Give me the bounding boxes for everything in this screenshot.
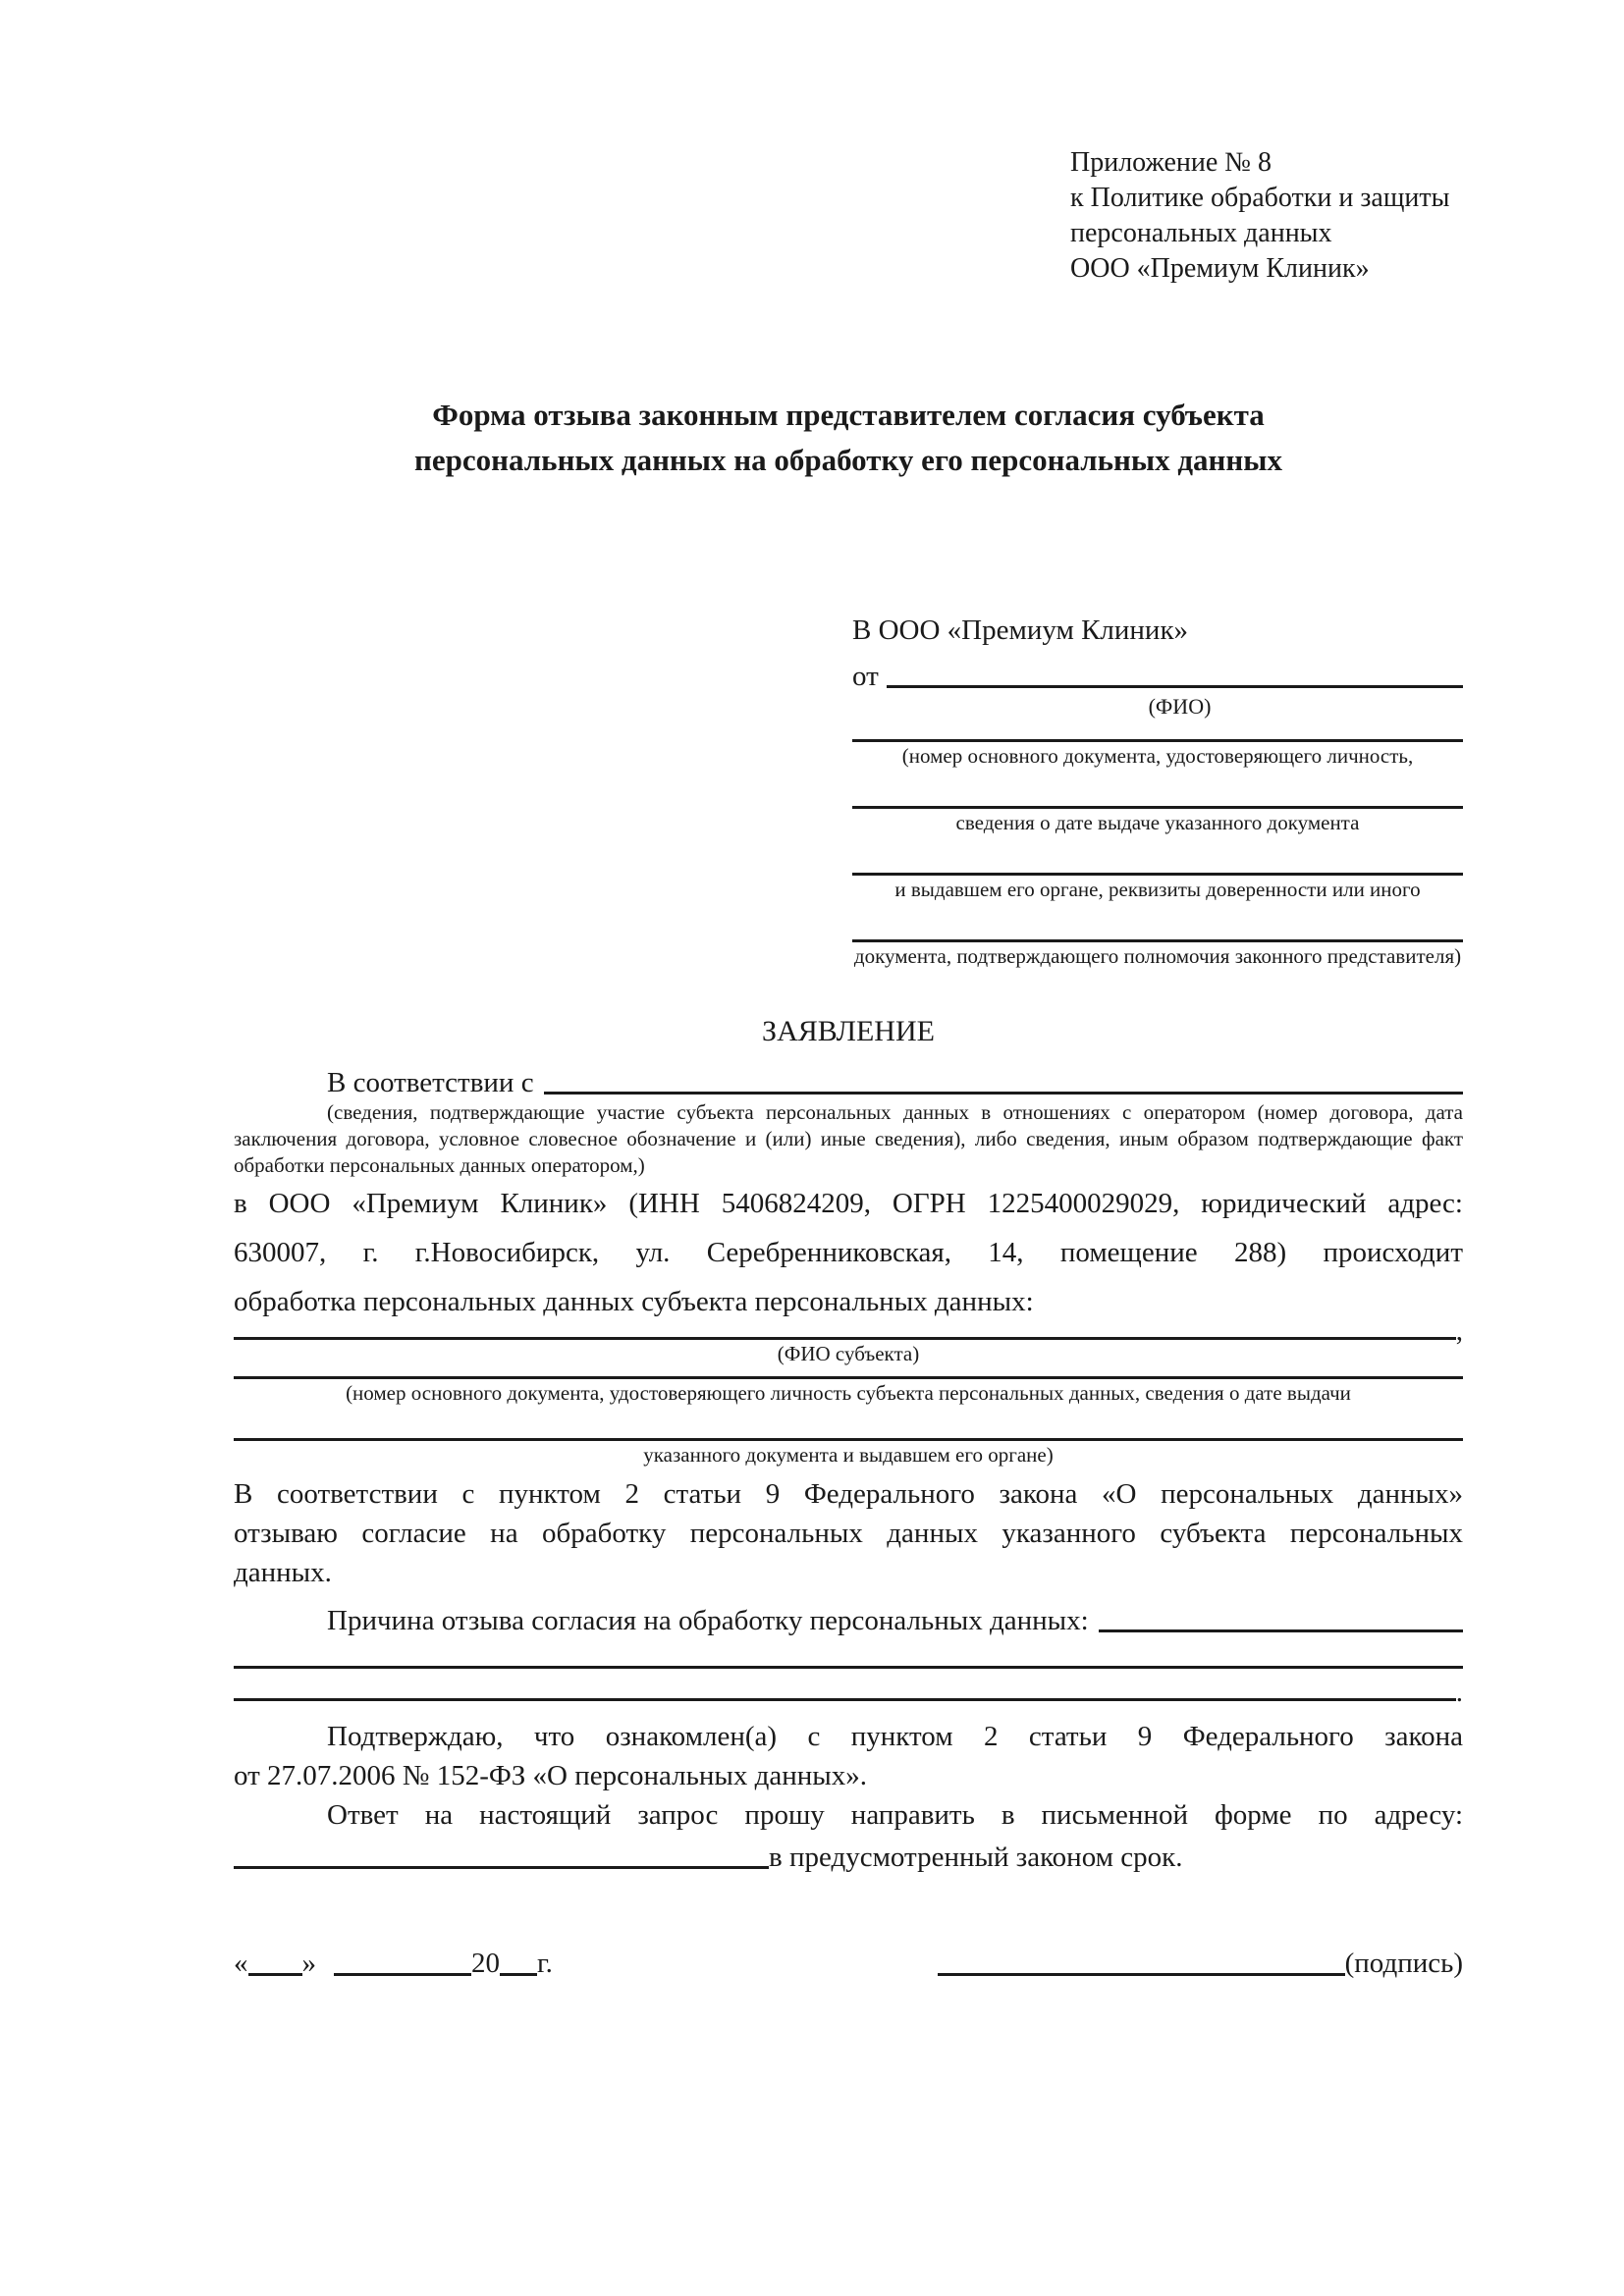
confirm-line: от 27.07.2006 № 152-ФЗ «О персональных данных». xyxy=(234,1760,868,1791)
signature-blank-line xyxy=(938,1960,1345,1976)
representative-doc-blank-line xyxy=(852,836,1463,876)
accordance-label: В соответствии с xyxy=(327,1067,534,1098)
withdrawal-line: В соответствии с пунктом 2 статьи 9 Федерального закона «О персональных данных» xyxy=(234,1478,1463,1510)
reason-continuation-line xyxy=(234,1637,1463,1669)
accordance-row xyxy=(234,1060,1463,1099)
title-line: персональных данных на обработку его персональных данных xyxy=(414,443,1282,477)
addressee-organization: В ООО «Премиум Клиник» xyxy=(852,614,1189,646)
note-line: (сведения, подтверждающие участие субъекта персональных данных в отношениях с оператором (номер договора, дата xyxy=(327,1100,1463,1124)
operator-line: в ООО «Премиум Клиник» (ИНН 5406824209, ОГРН 1225400029029, юридический адрес: xyxy=(234,1188,1463,1219)
appendix-block xyxy=(1070,145,1463,287)
response-address-line: Ответ на настоящий запрос прошу направить в письменной форме по адресу: xyxy=(327,1799,1463,1831)
withdrawal-line: данных. xyxy=(234,1557,332,1588)
confirm-paragraph xyxy=(234,1717,1463,1795)
reason-continuation-line xyxy=(234,1669,1456,1701)
date-year-suffix: г. xyxy=(537,1948,553,1979)
representative-doc-caption: (номер основного документа, удостоверяющего личность, xyxy=(901,744,1414,768)
subject-fio-row xyxy=(234,1315,1463,1347)
appendix-line: ООО «Премиум Клиник» xyxy=(1070,253,1370,284)
reason-period: . xyxy=(1455,1677,1463,1708)
from-blank-line xyxy=(887,685,1463,688)
appendix-line: к Политике обработки и защиты xyxy=(1070,183,1450,213)
date-year-blank-line xyxy=(500,1960,537,1976)
subject-doc-caption: указанного документа и выдавшем его органе) xyxy=(643,1443,1054,1467)
address-blank-line xyxy=(234,1866,769,1869)
date-open-quote: « xyxy=(234,1948,248,1979)
representative-doc-blank-line xyxy=(852,770,1463,809)
from-row xyxy=(852,650,1463,693)
reason-blank-line xyxy=(1099,1629,1463,1632)
appendix-line: персональных данных xyxy=(1070,218,1332,248)
date-field xyxy=(234,1943,553,1984)
subject-doc-blank-line xyxy=(234,1367,1463,1379)
statement-heading: ЗАЯВЛЕНИЕ xyxy=(762,1015,935,1047)
representative-doc-caption: сведения о дате выдаче указанного документа xyxy=(955,811,1360,834)
note-line: заключения договора, условное словесное обозначение и (или) иные сведения), либо сведения, иным образом подтверждающие факт xyxy=(234,1127,1463,1150)
operator-paragraph xyxy=(234,1179,1463,1326)
representative-doc-caption: документа, подтверждающего полномочия законного представителя) xyxy=(853,944,1462,968)
operator-line: 630007, г. г.Новосибирск, ул. Серебренниковская, 14, помещение 288) происходит xyxy=(234,1237,1463,1268)
subject-fio-comma: , xyxy=(1455,1315,1463,1347)
signature-field xyxy=(938,1943,1463,1984)
response-tail: в предусмотренный законом срок. xyxy=(769,1842,1183,1873)
subject-doc-caption: (номер основного документа, удостоверяющего личность субъекта персональных данных, сведения о дате выдачи xyxy=(346,1381,1351,1405)
date-year-prefix: 20 xyxy=(471,1948,500,1979)
title-line: Форма отзыва законным представителем согласия субъекта xyxy=(432,398,1265,432)
operator-line: обработка персональных данных субъекта персональных данных: xyxy=(234,1286,1034,1317)
accordance-blank-line xyxy=(544,1092,1463,1095)
subject-fio-blank-line xyxy=(234,1326,1456,1340)
representative-doc-blank-line xyxy=(852,903,1463,942)
accordance-note xyxy=(234,1099,1463,1179)
confirm-line: Подтверждаю, что ознакомлен(а) с пунктом 2 статьи 9 Федерального закона xyxy=(327,1721,1463,1752)
reason-row xyxy=(234,1598,1463,1637)
date-close-quote: » xyxy=(301,1948,316,1979)
fio-caption: (ФИО) xyxy=(1148,694,1212,719)
from-label: от xyxy=(852,661,879,692)
subject-fio-caption: (ФИО субъекта) xyxy=(777,1342,920,1365)
addressee-block xyxy=(852,611,1463,970)
reason-label: Причина отзыва согласия на обработку персональных данных: xyxy=(327,1605,1089,1636)
document-title xyxy=(234,393,1463,483)
subject-doc-blank-line xyxy=(234,1407,1463,1441)
signature-caption: (подпись) xyxy=(1344,1948,1463,1979)
document-content xyxy=(234,0,1463,1984)
withdrawal-line: отзываю согласие на обработку персональных данных указанного субъекта персональных xyxy=(234,1518,1463,1549)
appendix-line: Приложение № 8 xyxy=(1070,147,1272,178)
representative-doc-caption: и выдавшем его органе, реквизиты доверенности или иного xyxy=(894,878,1421,901)
date-month-blank-line xyxy=(334,1960,471,1976)
withdrawal-paragraph xyxy=(234,1474,1463,1592)
reason-continuation-row xyxy=(234,1669,1463,1708)
representative-doc-blank-line xyxy=(852,721,1463,742)
response-row xyxy=(234,1835,1463,1874)
date-day-blank-line xyxy=(248,1960,302,1976)
note-line: обработки персональных данных оператором,) xyxy=(234,1153,645,1177)
footer-row xyxy=(234,1943,1463,1984)
